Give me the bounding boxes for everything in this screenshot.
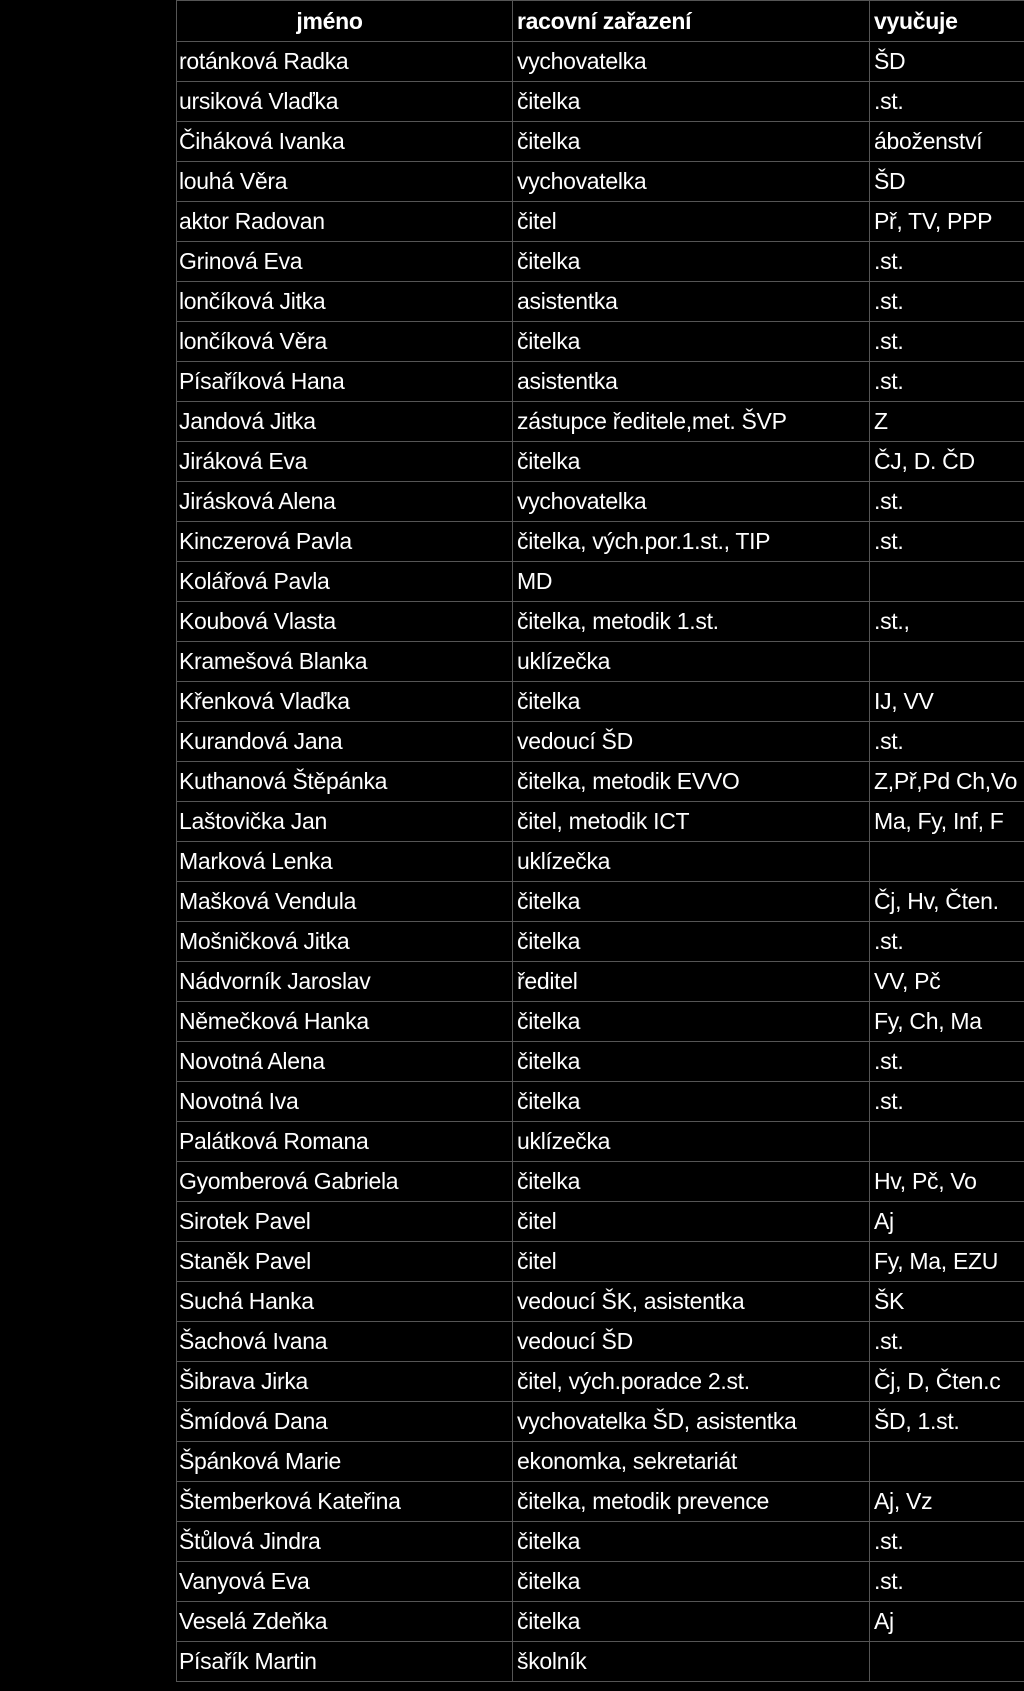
table-row <box>177 562 1024 602</box>
cell-name: Mašková Vendula <box>177 882 513 922</box>
cell-name: Písařík Martin <box>177 1642 513 1682</box>
cell-subjects <box>870 1442 1024 1482</box>
cell-subjects: Př, TV, PPP <box>870 202 1024 242</box>
cell-role: ředitel <box>513 962 870 1002</box>
cell-subjects: .st. <box>870 1562 1024 1602</box>
table-row <box>177 482 1024 522</box>
cell-role: čitelka <box>513 242 870 282</box>
cell-role: čitelka <box>513 922 870 962</box>
cell-role: čitelka, vých.por.1.st., TIP <box>513 522 870 562</box>
table-row <box>177 122 1024 162</box>
cell-name: Koubová Vlasta <box>177 602 513 642</box>
cell-name: Mošničková Jitka <box>177 922 513 962</box>
staff-table <box>176 0 1024 1682</box>
table-row <box>177 162 1024 202</box>
cell-name: Jandová Jitka <box>177 402 513 442</box>
cell-subjects: .st. <box>870 1322 1024 1362</box>
cell-subjects: .st. <box>870 242 1024 282</box>
table-row <box>177 42 1024 82</box>
cell-role: čitel <box>513 1202 870 1242</box>
table-row <box>177 1362 1024 1402</box>
table-row <box>177 1122 1024 1162</box>
cell-subjects <box>870 562 1024 602</box>
cell-name: Štůlová Jindra <box>177 1522 513 1562</box>
cell-role: zástupce ředitele,met. ŠVP <box>513 402 870 442</box>
staff-table-container <box>176 0 1024 1691</box>
cell-role: MD <box>513 562 870 602</box>
table-row <box>177 642 1024 682</box>
cell-subjects: ŠK <box>870 1282 1024 1322</box>
cell-name: Novotná Iva <box>177 1082 513 1122</box>
table-row <box>177 242 1024 282</box>
cell-role: čitelka <box>513 122 870 162</box>
header-role: racovní zařazení <box>513 1 870 42</box>
cell-role: vedoucí ŠK, asistentka <box>513 1282 870 1322</box>
cell-name: lončíková Věra <box>177 322 513 362</box>
cell-subjects: .st. <box>870 722 1024 762</box>
cell-name: Kuthanová Štěpánka <box>177 762 513 802</box>
cell-subjects: IJ, VV <box>870 682 1024 722</box>
cell-role: vedoucí ŠD <box>513 1322 870 1362</box>
cell-subjects: .st. <box>870 1042 1024 1082</box>
table-row <box>177 602 1024 642</box>
table-row <box>177 1322 1024 1362</box>
cell-name: Kramešová Blanka <box>177 642 513 682</box>
table-row <box>177 682 1024 722</box>
cell-role: ekonomka, sekretariát <box>513 1442 870 1482</box>
table-row <box>177 722 1024 762</box>
cell-subjects: áboženství <box>870 122 1024 162</box>
cell-subjects: .st. <box>870 362 1024 402</box>
cell-subjects: .st. <box>870 522 1024 562</box>
cell-subjects: Čj, D, Čten.c <box>870 1362 1024 1402</box>
table-row <box>177 202 1024 242</box>
cell-name: Laštovička Jan <box>177 802 513 842</box>
cell-subjects: ŠD <box>870 42 1024 82</box>
cell-role: uklízečka <box>513 1122 870 1162</box>
table-row <box>177 762 1024 802</box>
table-row <box>177 882 1024 922</box>
cell-subjects: .st. <box>870 322 1024 362</box>
cell-name: Šmídová Dana <box>177 1402 513 1442</box>
cell-role: čitelka <box>513 882 870 922</box>
cell-role: čitelka, metodik prevence <box>513 1482 870 1522</box>
cell-name: Staněk Pavel <box>177 1242 513 1282</box>
cell-role: čitelka, metodik 1.st. <box>513 602 870 642</box>
table-row <box>177 802 1024 842</box>
table-row <box>177 1402 1024 1442</box>
cell-name: Jiráková Eva <box>177 442 513 482</box>
cell-subjects: .st. <box>870 1082 1024 1122</box>
cell-name: Suchá Hanka <box>177 1282 513 1322</box>
cell-role: čitelka <box>513 1002 870 1042</box>
cell-subjects <box>870 842 1024 882</box>
cell-role: uklízečka <box>513 642 870 682</box>
cell-subjects: .st. <box>870 482 1024 522</box>
table-row <box>177 522 1024 562</box>
table-row <box>177 282 1024 322</box>
cell-role: čitelka <box>513 442 870 482</box>
cell-name: louhá Věra <box>177 162 513 202</box>
table-row <box>177 402 1024 442</box>
cell-role: čitel, vých.poradce 2.st. <box>513 1362 870 1402</box>
cell-role: vychovatelka <box>513 42 870 82</box>
table-row <box>177 362 1024 402</box>
cell-role: čitelka <box>513 1042 870 1082</box>
cell-subjects: ŠD, 1.st. <box>870 1402 1024 1442</box>
cell-name: Palátková Romana <box>177 1122 513 1162</box>
cell-subjects <box>870 642 1024 682</box>
table-row <box>177 1442 1024 1482</box>
cell-name: Křenková Vlaďka <box>177 682 513 722</box>
table-row <box>177 1002 1024 1042</box>
table-row <box>177 1482 1024 1522</box>
cell-name: Písaříková Hana <box>177 362 513 402</box>
table-row <box>177 842 1024 882</box>
header-row <box>177 1 1024 42</box>
cell-role: čitelka, metodik EVVO <box>513 762 870 802</box>
cell-name: Němečková Hanka <box>177 1002 513 1042</box>
cell-subjects: Ma, Fy, Inf, F <box>870 802 1024 842</box>
cell-name: Jirásková Alena <box>177 482 513 522</box>
cell-subjects: .st. <box>870 82 1024 122</box>
table-row <box>177 1162 1024 1202</box>
table-row <box>177 1082 1024 1122</box>
cell-role: vychovatelka <box>513 482 870 522</box>
cell-name: aktor Radovan <box>177 202 513 242</box>
table-row <box>177 1202 1024 1242</box>
cell-name: Čiháková Ivanka <box>177 122 513 162</box>
cell-name: Štemberková Kateřina <box>177 1482 513 1522</box>
header-subjects: vyučuje <box>870 1 1024 42</box>
cell-subjects <box>870 1642 1024 1682</box>
cell-subjects: Fy, Ch, Ma <box>870 1002 1024 1042</box>
cell-role: čitel <box>513 1242 870 1282</box>
cell-subjects: VV, Pč <box>870 962 1024 1002</box>
table-row <box>177 322 1024 362</box>
table-row <box>177 962 1024 1002</box>
cell-role: asistentka <box>513 282 870 322</box>
cell-subjects: Aj, Vz <box>870 1482 1024 1522</box>
table-row <box>177 1562 1024 1602</box>
cell-subjects: Z,Př,Pd Ch,Vo <box>870 762 1024 802</box>
cell-role: čitelka <box>513 1522 870 1562</box>
cell-name: ursiková Vlaďka <box>177 82 513 122</box>
cell-role: čitelka <box>513 322 870 362</box>
table-row <box>177 1522 1024 1562</box>
cell-role: čitelka <box>513 1162 870 1202</box>
cell-subjects: Čj, Hv, Čten. <box>870 882 1024 922</box>
cell-name: Grinová Eva <box>177 242 513 282</box>
cell-subjects: Hv, Pč, Vo <box>870 1162 1024 1202</box>
cell-name: Novotná Alena <box>177 1042 513 1082</box>
table-row <box>177 1602 1024 1642</box>
cell-subjects: Aj <box>870 1202 1024 1242</box>
cell-role: vedoucí ŠD <box>513 722 870 762</box>
cell-role: čitelka <box>513 1562 870 1602</box>
staff-table-body <box>177 42 1024 1682</box>
cell-name: Šibrava Jirka <box>177 1362 513 1402</box>
table-row <box>177 1642 1024 1682</box>
cell-name: Špánková Marie <box>177 1442 513 1482</box>
cell-name: Veselá Zdeňka <box>177 1602 513 1642</box>
cell-name: Kolářová Pavla <box>177 562 513 602</box>
table-row <box>177 82 1024 122</box>
cell-role: čitelka <box>513 1602 870 1642</box>
cell-role: čitel <box>513 202 870 242</box>
cell-role: vychovatelka ŠD, asistentka <box>513 1402 870 1442</box>
cell-subjects: Aj <box>870 1602 1024 1642</box>
table-row <box>177 1042 1024 1082</box>
cell-name: rotánková Radka <box>177 42 513 82</box>
table-row <box>177 1282 1024 1322</box>
cell-name: Kurandová Jana <box>177 722 513 762</box>
table-row <box>177 922 1024 962</box>
cell-subjects: ŠD <box>870 162 1024 202</box>
cell-subjects: .st. <box>870 282 1024 322</box>
cell-subjects: .st., <box>870 602 1024 642</box>
cell-name: Kinczerová Pavla <box>177 522 513 562</box>
cell-subjects: .st. <box>870 922 1024 962</box>
cell-name: Vanyová Eva <box>177 1562 513 1602</box>
cell-name: lončíková Jitka <box>177 282 513 322</box>
cell-name: Nádvorník Jaroslav <box>177 962 513 1002</box>
table-row <box>177 1242 1024 1282</box>
cell-subjects <box>870 1122 1024 1162</box>
cell-subjects: Fy, Ma, EZU <box>870 1242 1024 1282</box>
table-row <box>177 442 1024 482</box>
cell-role: uklízečka <box>513 842 870 882</box>
cell-name: Šachová Ivana <box>177 1322 513 1362</box>
cell-name: Sirotek Pavel <box>177 1202 513 1242</box>
cell-role: školník <box>513 1642 870 1682</box>
header-name: jméno <box>177 1 513 42</box>
cell-role: čitel, metodik ICT <box>513 802 870 842</box>
cell-role: vychovatelka <box>513 162 870 202</box>
cell-role: čitelka <box>513 82 870 122</box>
cell-subjects: .st. <box>870 1522 1024 1562</box>
cell-role: čitelka <box>513 1082 870 1122</box>
cell-subjects: ČJ, D. ČD <box>870 442 1024 482</box>
cell-subjects: Z <box>870 402 1024 442</box>
cell-name: Marková Lenka <box>177 842 513 882</box>
cell-role: čitelka <box>513 682 870 722</box>
cell-role: asistentka <box>513 362 870 402</box>
cell-name: Gyomberová Gabriela <box>177 1162 513 1202</box>
